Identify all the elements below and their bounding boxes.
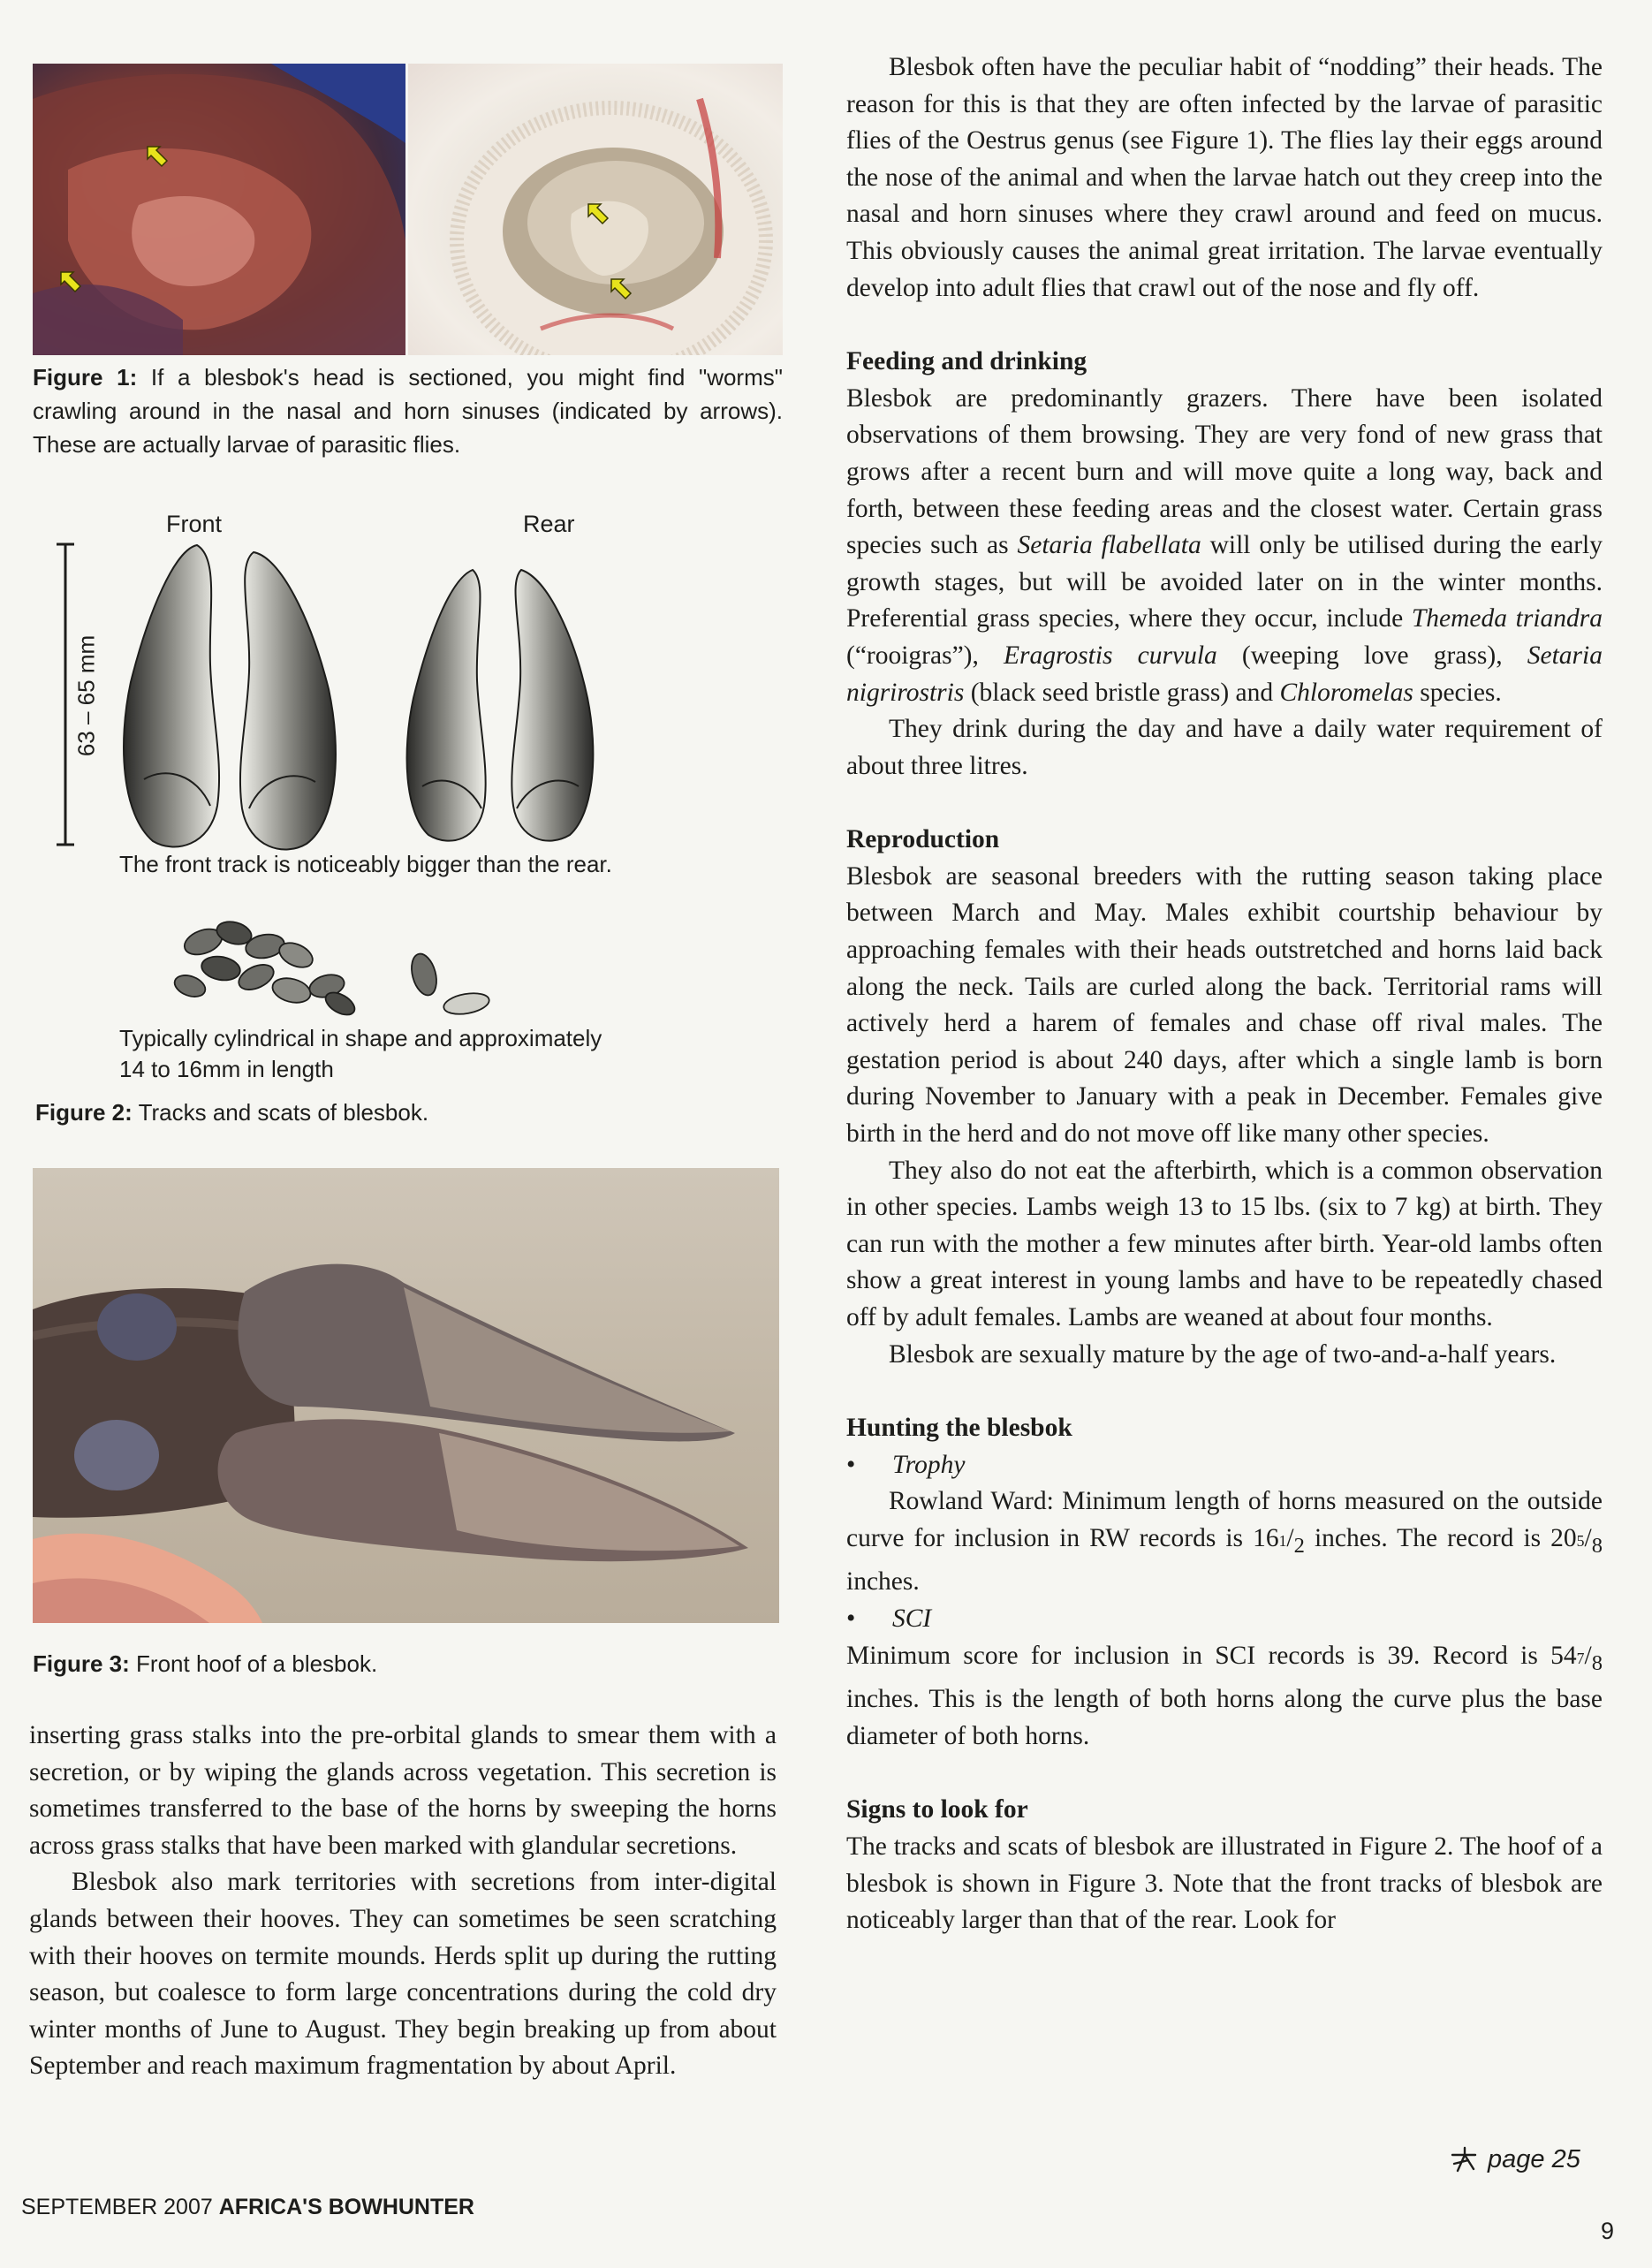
figure2-rear-label: Rear <box>523 511 575 537</box>
rw-text-e: inches. <box>846 1567 920 1597</box>
species-name: Chloromelas <box>1279 678 1413 707</box>
figure2-caption <box>35 1096 428 1129</box>
footer <box>21 2195 474 2220</box>
reproduction-paragraph-1: Blesbok are seasonal breeders with the rutting season taking place between March and May. Males exhibit courtship behaviour by approaching females with their heads outstretched and horns laid back along the neck. Tails are curled along the back. Territorial rams will actively herd a harem of females and chase off rival males. The gestation period is about 240 days, after which a single lamb is born during November to January with a peak in December. Females give birth in the herd and do not move off like many other species. <box>846 861 1603 1149</box>
sci-text-a: Minimum score for inclusion in SCI records is 39. Record is 54 <box>846 1641 1577 1670</box>
rw-text-c: inches. The record is 20 <box>1304 1523 1577 1552</box>
fraction-numerator: 5 <box>1576 1531 1585 1550</box>
trophy-bullet <box>846 1447 1603 1484</box>
left-paragraph-2: Blesbok also mark territories with secretions from inter-digital glands between their hooves. They can sometimes be seen scratching with their hooves on termite mounds. Herds split up during the rutting season, but coalesce to form large concentrations during the cold dry winter months of June to August. They begin breaking up from about September and reach maximum fragmentation by about April. <box>29 1868 777 2081</box>
front-track-left <box>113 541 228 850</box>
hunting-heading: Hunting the blesbok <box>846 1414 1072 1443</box>
front-track-right <box>231 548 346 853</box>
archer-icon <box>1449 2146 1481 2174</box>
arrow-icon <box>608 276 633 300</box>
sci-label: SCI <box>892 1604 932 1634</box>
species-name: Setaria flabellata <box>1017 531 1201 560</box>
fraction-slash: / <box>1584 1641 1592 1670</box>
measurement-label: 63 – 65 mm <box>72 634 100 757</box>
figure1-caption-text: If a blesbok's head is sectioned, you might find "worms" crawling around in the nasal and horn sinuses (indicated by arrows). These are actually larvae of parasitic flies. <box>33 364 783 458</box>
continued-reference <box>1449 2145 1580 2174</box>
arrow-icon <box>57 269 82 293</box>
left-column-text <box>29 1718 777 2085</box>
figure1-caption-label: Figure 1: <box>33 364 138 391</box>
reproduction-paragraph-3: Blesbok are sexually mature by the age of two-and-a-half years. <box>889 1339 1557 1369</box>
feeding-text-c: (“rooigras”), <box>846 641 1004 670</box>
left-paragraph-1: inserting grass stalks into the pre-orbital glands to smear them with a secretion, or by wiping the glands across vegetation. This secretion is sometimes transferred to the base of the horns by sweeping the horns across grass stalks that have been marked with glandular secretions. <box>29 1721 777 1860</box>
fraction-numerator: 7 <box>1576 1649 1585 1667</box>
feeding-text-e: (black seed bristle grass) and <box>964 678 1280 707</box>
fraction-slash: / <box>1286 1523 1294 1552</box>
figure3-caption-text: Front hoof of a blesbok. <box>136 1650 378 1677</box>
page-number: 9 <box>1601 2218 1615 2244</box>
sci-text-c: inches. This is the length of both horns along the curve plus the base diameter of both horns. <box>846 1685 1603 1750</box>
sci-paragraph <box>846 1638 1603 1756</box>
figure1-caption <box>33 360 783 461</box>
drinking-paragraph: They drink during the day and have a daily water requirement of about three litres. <box>846 715 1603 780</box>
signs-heading: Signs to look for <box>846 1795 1028 1824</box>
scat-note-line2: 14 to 16mm in length <box>119 1056 334 1082</box>
bullet-icon: • <box>846 1450 856 1479</box>
scats-pile <box>168 906 371 1021</box>
figure1-photo-left <box>33 64 405 355</box>
intro-paragraph: Blesbok often have the peculiar habit of “nodding” their heads. The reason for this is that they are often infected by the larvae of parasitic flies of the Oestrus genus (see Figure 1). The flies lay their eggs around the nose of the animal and when the larvae hatch out they creep into the nasal and horn sinuses where they crawl around and feed on mucus. This obviously causes the animal great irritation. The larvae eventually develop into adult flies that crawl out of the nose and fly off. <box>846 53 1603 302</box>
scat-note-line1: Typically cylindrical in shape and approximately <box>119 1025 602 1051</box>
sci-bullet <box>846 1601 1603 1638</box>
arrow-icon <box>144 143 169 168</box>
figure2-front-label: Front <box>166 511 223 537</box>
species-name: Eragrostis curvula <box>1004 641 1217 670</box>
rear-track-right <box>499 565 601 848</box>
figure3-photo <box>33 1168 779 1623</box>
trophy-label: Trophy <box>892 1450 966 1479</box>
fraction-denominator: 2 <box>1293 1533 1305 1558</box>
signs-paragraph: The tracks and scats of blesbok are illustrated in Figure 2. The hoof of a blesbok is shown in Figure 3. Note that the front tracks of blesbok are noticeably larger than that of the rear. Look for <box>846 1832 1603 1935</box>
figure3-caption <box>33 1647 377 1680</box>
rowland-ward-paragraph <box>846 1483 1603 1601</box>
species-name: Themeda triandra <box>1411 604 1603 633</box>
footer-magazine: AFRICA'S BOWHUNTER <box>218 2195 474 2219</box>
fraction-denominator: 8 <box>1591 1533 1603 1558</box>
figure2-caption-label: Figure 2: <box>35 1099 133 1126</box>
feeding-text-f: species. <box>1413 678 1502 707</box>
feeding-paragraph <box>846 381 1603 711</box>
reproduction-paragraph-2: They also do not eat the afterbirth, which is a common observation in other species. Lambs weigh 13 to 15 lbs. (six to 7 kg) at birth. They can run with the mother a few minutes after birth. Year-old lambs often show a great interest in young lambs and have to be repeatedly chased off by adult females. Lambs are weaned at about four months. <box>846 1156 1603 1331</box>
species-name: Setaria nigrirostris <box>846 641 1603 707</box>
figure1-photo-right <box>408 64 783 355</box>
fraction-slash: / <box>1584 1523 1592 1552</box>
bullet-icon: • <box>846 1604 856 1634</box>
figure2-caption-text: Tracks and scats of blesbok. <box>138 1099 429 1126</box>
fraction-denominator: 8 <box>1591 1650 1603 1675</box>
fraction-numerator: 1 <box>1278 1531 1287 1550</box>
figure3-caption-label: Figure 3: <box>33 1650 130 1677</box>
footer-date: SEPTEMBER 2007 <box>21 2195 213 2219</box>
right-column-text <box>846 49 1603 1939</box>
reproduction-heading: Reproduction <box>846 825 1000 854</box>
rear-track-left <box>398 565 495 848</box>
feeding-text-a: Blesbok are predominantly grazers. There have been isolated observations of them browsing. They are very fond of new grass that grows after a recent burn and will move quite a long way, back and forth, between these feeding areas and the closest water. Certain grass species such as <box>846 383 1603 560</box>
track-note: The front track is noticeably bigger than the rear. <box>119 851 612 877</box>
arrow-icon <box>585 201 610 225</box>
feeding-text-b: will only be utilised during the early growth stages, but will be avoided later on in the winter months. Preferential grass species, where they occur, include <box>846 531 1603 633</box>
continued-text: page 25 <box>1488 2145 1580 2173</box>
rw-text-a: Rowland Ward: Minimum length of horns measured on the outside curve for inclusion in RW records is 16 <box>846 1487 1603 1552</box>
feeding-text-d: (weeping love grass), <box>1216 641 1527 670</box>
feeding-heading: Feeding and drinking <box>846 347 1087 376</box>
scat-single <box>405 944 502 1023</box>
